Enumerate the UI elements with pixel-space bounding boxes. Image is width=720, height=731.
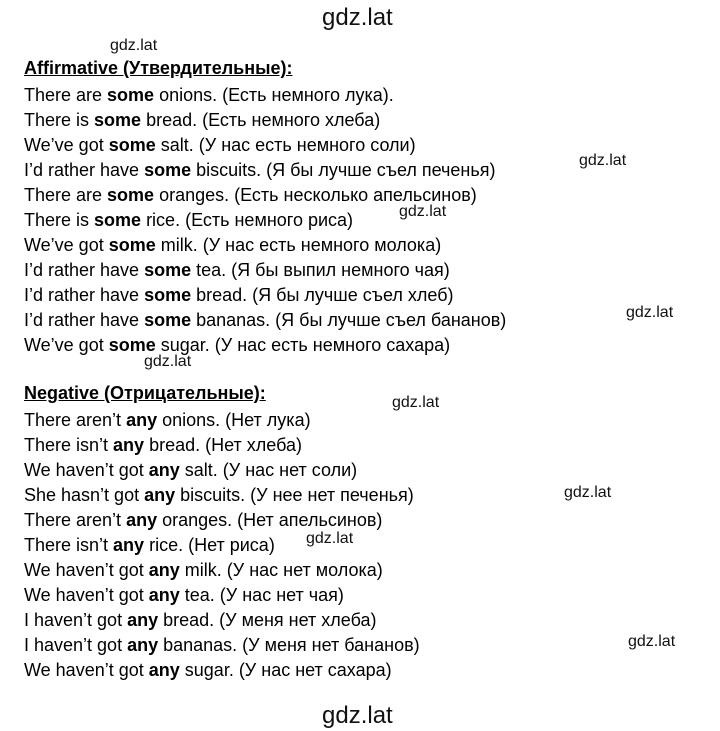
keyword: some [94, 210, 142, 230]
sentence-end: onions. (Есть немного лука). [154, 85, 394, 105]
sentence-end: sugar. (У нас нет сахара) [179, 660, 392, 680]
negative-sentence [24, 583, 344, 607]
negative-sentence [24, 458, 357, 482]
negative-sentence [24, 508, 382, 532]
keyword: some [108, 135, 156, 155]
sentence-end: biscuits. (Я бы лучше съел печенья) [191, 160, 496, 180]
sentence-end: bread. (Я бы лучше съел хлеб) [191, 285, 454, 305]
sentence-start: There isn’t [24, 535, 114, 555]
sentence-end: milk. (У нас есть немного молока) [155, 235, 442, 255]
sentence-end: bananas. (У меня нет бананов) [158, 635, 420, 655]
negative-sentence [24, 658, 392, 682]
keyword: some [107, 185, 155, 205]
affirmative-sentence [24, 108, 380, 132]
sentence-end: biscuits. (У нее нет печенья) [175, 485, 414, 505]
keyword: any [127, 610, 159, 630]
sentence-end: bananas. (Я бы лучше съел бананов) [191, 310, 507, 330]
watermark: gdz.lat [144, 353, 192, 370]
watermark: gdz.lat [628, 633, 676, 650]
sentence-start: She hasn’t got [24, 485, 145, 505]
sentence-end: bread. (У меня нет хлеба) [158, 610, 377, 630]
sentence-end: oranges. (Есть несколько апельсинов) [154, 185, 477, 205]
negative-sentence [24, 608, 376, 632]
affirmative-sentence [24, 308, 506, 332]
watermark: gdz.lat [564, 484, 612, 501]
sentence-end: salt. (У нас нет соли) [179, 460, 358, 480]
sentence-end: rice. (Есть немного риса) [141, 210, 354, 230]
sentence-end: rice. (Нет риса) [144, 535, 275, 555]
affirmative-sentence [24, 283, 454, 307]
sentence-start: I’d rather have [24, 260, 145, 280]
sentence-start: I’d rather have [24, 285, 145, 305]
keyword: some [108, 235, 156, 255]
keyword: any [148, 560, 180, 580]
watermark: gdz.lat [579, 152, 627, 169]
sentence-start: There is [24, 110, 95, 130]
sentence-start: We’ve got [24, 235, 109, 255]
affirmative-sentence [24, 333, 450, 357]
sentence-start: There aren’t [24, 410, 127, 430]
negative-sentence [24, 633, 420, 657]
negative-sentence [24, 433, 302, 457]
sentence-start: I haven’t got [24, 610, 128, 630]
watermark: gdz.lat [399, 203, 447, 220]
affirmative-sentence [24, 208, 353, 232]
sentence-end: sugar. (У нас есть немного сахара) [155, 335, 451, 355]
sentence-end: oranges. (Нет апельсинов) [157, 510, 383, 530]
keyword: any [113, 535, 145, 555]
watermark: gdz.lat [110, 37, 158, 54]
keyword: any [144, 485, 176, 505]
affirmative-heading: Affirmative (Утвердительные): [24, 58, 293, 78]
keyword: any [113, 435, 145, 455]
negative-heading: Negative (Отрицательные): [24, 383, 266, 403]
sentence-start: I’d rather have [24, 160, 145, 180]
sentence-end: milk. (У нас нет молока) [179, 560, 383, 580]
keyword: some [144, 260, 192, 280]
affirmative-sentence [24, 158, 495, 182]
keyword: some [144, 310, 192, 330]
keyword: any [127, 635, 159, 655]
sentence-end: onions. (Нет лука) [157, 410, 311, 430]
keyword: some [144, 160, 192, 180]
sentence-start: I haven’t got [24, 635, 128, 655]
affirmative-sentence [24, 233, 441, 257]
sentence-start: There aren’t [24, 510, 127, 530]
sentence-start: We’ve got [24, 135, 109, 155]
keyword: any [148, 660, 180, 680]
keyword: any [126, 410, 158, 430]
sentence-start: There is [24, 210, 95, 230]
sentence-start: There are [24, 185, 108, 205]
sentence-start: We’ve got [24, 335, 109, 355]
watermark-bottom: gdz.lat [322, 702, 393, 729]
keyword: any [126, 510, 158, 530]
keyword: some [108, 335, 156, 355]
sentence-end: bread. (Нет хлеба) [144, 435, 302, 455]
sentence-start: We haven’t got [24, 585, 149, 605]
negative-sentence [24, 408, 311, 432]
affirmative-sentence [24, 183, 477, 207]
sentence-start: We haven’t got [24, 560, 149, 580]
sentence-end: tea. (Я бы выпил немного чая) [191, 260, 450, 280]
watermark: gdz.lat [392, 394, 440, 411]
watermark: gdz.lat [626, 304, 674, 321]
negative-sentence [24, 483, 414, 507]
affirmative-sentence [24, 258, 450, 282]
keyword: some [107, 85, 155, 105]
keyword: any [148, 585, 180, 605]
keyword: some [144, 285, 192, 305]
sentence-start: There isn’t [24, 435, 114, 455]
keyword: any [148, 460, 180, 480]
watermark: gdz.lat [306, 530, 354, 547]
affirmative-sentence [24, 133, 416, 157]
negative-sentence [24, 558, 383, 582]
watermark-top: gdz.lat [322, 4, 393, 31]
keyword: some [94, 110, 142, 130]
affirmative-sentence [24, 83, 394, 107]
sentence-start: We haven’t got [24, 660, 149, 680]
sentence-start: There are [24, 85, 108, 105]
sentence-end: salt. (У нас есть немного соли) [155, 135, 416, 155]
sentence-end: tea. (У нас нет чая) [179, 585, 344, 605]
sentence-end: bread. (Есть немного хлеба) [141, 110, 381, 130]
sentence-start: We haven’t got [24, 460, 149, 480]
negative-sentence [24, 533, 275, 557]
sentence-start: I’d rather have [24, 310, 145, 330]
